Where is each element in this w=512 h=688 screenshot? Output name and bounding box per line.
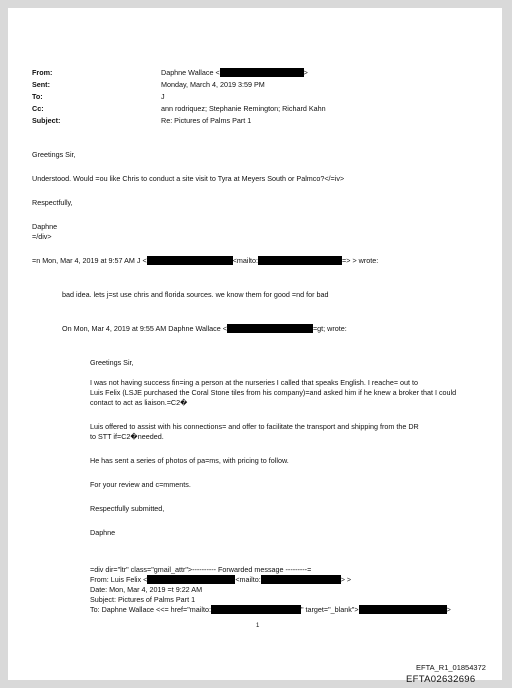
- subject-value: Re: Pictures of Palms Part 1: [161, 116, 252, 125]
- subject-label: Subject:: [32, 116, 61, 125]
- to-value: J: [161, 92, 165, 101]
- cc-value: ann rodriquez; Stephanie Remington; Richard Kahn: [161, 104, 326, 113]
- redaction-box: [258, 256, 342, 265]
- message-line: Understood. Would =ou like Chris to conduct a site visit to Tyra at Meyers South or Palmco?</=iv>: [32, 174, 345, 183]
- forwarded-to: To: Daphne Wallace <<= href="mailto: " target="_blank"> >: [90, 605, 451, 614]
- redaction-box: [147, 256, 233, 265]
- quote-header-2: On Mon, Mar 4, 2019 at 9:55 AM Daphne Wallace < =gt; wrote:: [62, 324, 347, 333]
- inner-paragraph-line: to STT if=C2�needed.: [90, 432, 164, 441]
- inner-paragraph: Respectfully submitted,: [90, 504, 165, 513]
- inner-paragraph-line: I was not having success fin=ing a person at the nurseries I called that speaks English. I reache= out to: [90, 378, 419, 387]
- forwarded-subject: Subject: Pictures of Palms Part 1: [90, 595, 196, 604]
- page-number: 1: [256, 623, 260, 629]
- inner-paragraph: For your review and c=mments.: [90, 480, 191, 489]
- forwarded-date: Date: Mon, Mar 4, 2019 =t 9:22 AM: [90, 585, 203, 594]
- redaction-box: [359, 605, 447, 614]
- signature-name: Daphne: [32, 222, 58, 231]
- cc-label: Cc:: [32, 104, 44, 113]
- forwarded-from: From: Luis Felix < <mailto: > >: [90, 575, 352, 584]
- greeting: Greetings Sir,: [32, 150, 76, 159]
- document-page: [8, 8, 502, 680]
- inner-paragraph-line: contact to act as liaison.=C2�: [90, 398, 188, 407]
- inner-paragraph-line: Luis offered to assist with his connections= and offer to facilitate the transport and shipping from the DR: [90, 422, 419, 431]
- to-label: To:: [32, 92, 43, 101]
- sent-label: Sent:: [32, 80, 50, 89]
- div-close: =/div>: [32, 232, 52, 241]
- redaction-box: [227, 324, 313, 333]
- redaction-box: [220, 68, 304, 77]
- from-value: Daphne Wallace < >: [161, 68, 308, 77]
- redaction-box: [261, 575, 341, 584]
- inner-paragraph: He has sent a series of photos of pa=ms, with pricing to follow.: [90, 456, 289, 465]
- redaction-box: [147, 575, 235, 584]
- reply-text: bad idea. lets j=st use chris and florida sources. we know them for good =nd for bad: [62, 290, 329, 299]
- forwarded-divider: =div dir="ltr" class="gmail_attr">---------- Forwarded message ---------=: [90, 565, 312, 574]
- quote-header-1: =n Mon, Mar 4, 2019 at 9:57 AM J < <mailto: => > wrote:: [32, 256, 379, 265]
- bates-code-1: EFTA_R1_01854372: [416, 663, 486, 672]
- inner-paragraph-line: Luis Felix (LSJE purchased the Coral Stone tiles from his company)=and asked him if he knew a broker that I could: [90, 388, 457, 397]
- inner-greeting: Greetings Sir,: [90, 358, 134, 367]
- sent-value: Monday, March 4, 2019 3:59 PM: [161, 80, 265, 89]
- redaction-box: [211, 605, 301, 614]
- inner-signature: Daphne: [90, 528, 116, 537]
- bates-code-2: EFTA02632696: [406, 674, 476, 685]
- from-label: From:: [32, 68, 53, 77]
- signoff: Respectfully,: [32, 198, 73, 207]
